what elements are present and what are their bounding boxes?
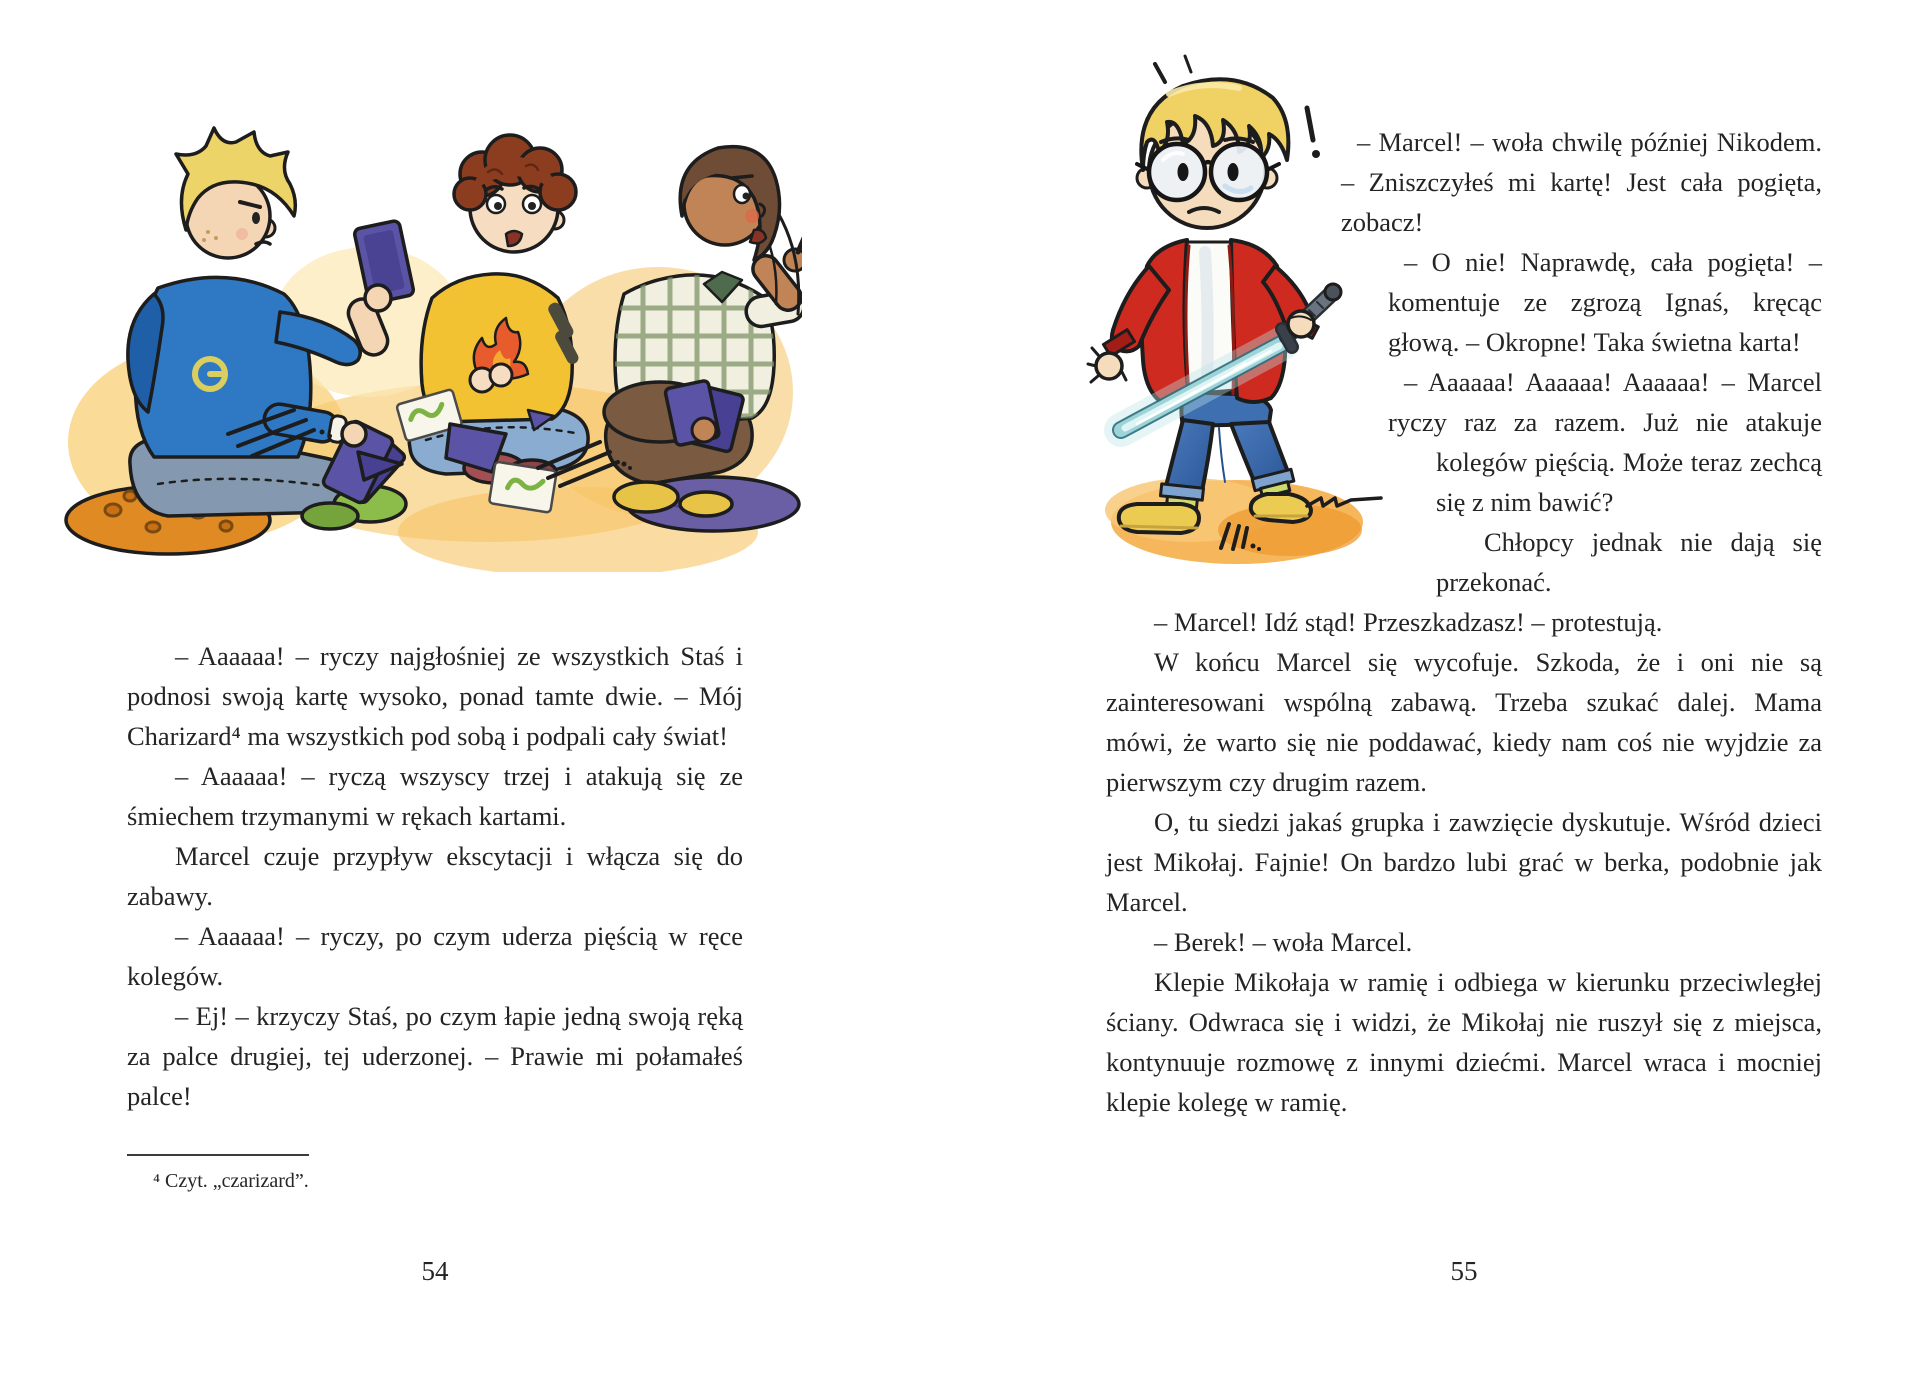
- paragraph: – Marcel! Idź stąd! Przeszkadzasz! – protestują.: [1154, 607, 1663, 637]
- paragraph: – O nie! Naprawdę, cała pogięta! – komentuje ze zgrozą Ignaś, kręcąc głową. – Okropne! Taka świetna karta!: [1388, 247, 1822, 357]
- footnote-divider: [127, 1154, 309, 1156]
- left-page-text: [127, 636, 743, 1116]
- paragraph: O, tu siedzi jakaś grupka i zawzięcie dyskutuje. Wśród dzieci jest Mikołaj. Fajnie! On bardzo lubi grać w berka, podobnie jak Marcel.: [1106, 807, 1822, 917]
- paragraph: Chłopcy jednak nie dają się przekonać.: [1436, 527, 1822, 597]
- illustration-children-playing-cards: [58, 112, 802, 572]
- page-number-left: 54: [421, 1256, 449, 1286]
- dark-haired-boy: [604, 147, 802, 531]
- right-page-text: [1106, 122, 1822, 1122]
- footnote: ⁴ Czyt. „czarizard”.: [153, 1170, 309, 1192]
- paragraph: – Ej! – krzyczy Staś, po czym łapie jedną swoją ręką za palce drugiej, tej uderzonej. – Prawie mi połamałeś palce!: [127, 1001, 743, 1111]
- paragraph: – Aaaaaa! – ryczy, po czym uderza pięścią w ręce kolegów.: [127, 921, 743, 991]
- paragraph: – Aaaaaa! – ryczą wszyscy trzej i atakują się ze śmiechem trzymanymi w rękach kartami.: [127, 761, 743, 831]
- paragraph: – Aaaaaa! – ryczy najgłośniej ze wszystkich Staś i podnosi swoją kartę wysoko, ponad tamte dwie. – Mój Charizard⁴ ma wszystkich pod sobą i podpali cały świat!: [127, 641, 743, 751]
- page-number-right: 55: [1450, 1256, 1478, 1286]
- blond-boy: [66, 128, 414, 554]
- paragraph: Klepie Mikołaja w ramię i odbiega w kierunku przeciwległej ściany. Odwraca się i widzi, że Mikołaj nie ruszył się z miejsca, kontynuuje rozmowę z innymi dziećmi. Marcel wraca i mocniej klepie kolegę w ramię.: [1106, 967, 1822, 1117]
- paragraph: Marcel czuje przypływ ekscytacji i włącza się do zabawy.: [127, 841, 743, 911]
- paragraph: – Berek! – woła Marcel.: [1154, 927, 1413, 957]
- paragraph: W końcu Marcel się wycofuje. Szkoda, że i oni nie są zainteresowani wspólną zabawą. Trzeba szukać dalej. Mama mówi, że warto się nie poddawać, kiedy nam coś nie wyjdzie za pierwszym czy drugim razem.: [1106, 647, 1822, 797]
- paragraph: – Marcel! – woła chwilę później Nikodem. – Zniszczyłeś mi kartę! Jest cała pogięta, zobacz!: [1341, 127, 1822, 237]
- paragraph: – Aaaaaa! Aaaaaa! Aaaaaa! – Marcel ryczy raz za razem. Już nie atakuje kolegów pięścią. Może teraz zechcą się z nim bawić?: [1388, 367, 1822, 517]
